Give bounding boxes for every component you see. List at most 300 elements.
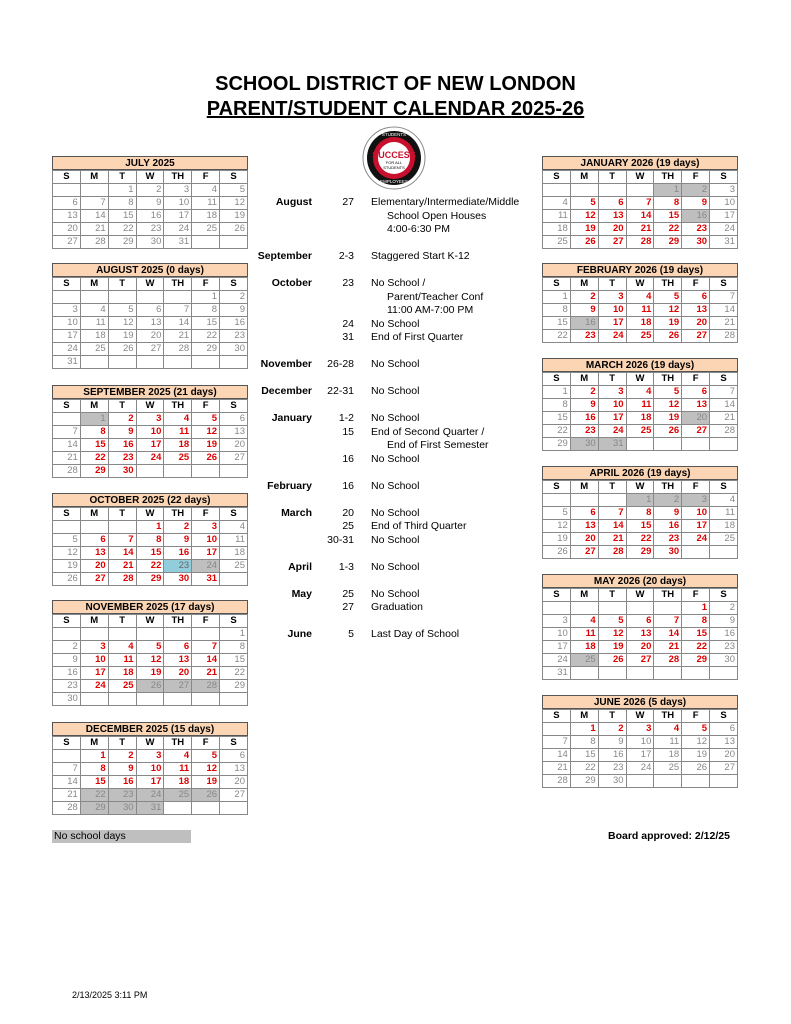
- day-cell: 2: [108, 750, 136, 763]
- weekday-header: W: [136, 171, 164, 184]
- event-date: 27: [342, 196, 354, 208]
- day-cell: [80, 356, 108, 369]
- day-cell: 29: [136, 573, 164, 586]
- day-cell: 11: [626, 399, 654, 412]
- day-cell: 16: [108, 439, 136, 452]
- weekday-header: TH: [654, 710, 682, 723]
- event-row: [250, 439, 540, 452]
- event-date: 16: [342, 453, 354, 465]
- day-cell: 4: [164, 413, 192, 426]
- event-month: November: [260, 358, 312, 370]
- day-cell: 28: [108, 573, 136, 586]
- month-calendar: [52, 600, 248, 706]
- day-cell: 30: [136, 236, 164, 249]
- weekday-header: TH: [164, 737, 192, 750]
- weekday-header: M: [570, 589, 598, 602]
- day-cell: [654, 438, 682, 451]
- event-date: 20: [342, 507, 354, 519]
- day-cell: 23: [220, 330, 248, 343]
- day-cell: 5: [598, 615, 626, 628]
- day-cell: 30: [164, 573, 192, 586]
- day-cell: 17: [598, 412, 626, 425]
- weekday-header: S: [53, 278, 81, 291]
- day-cell: 10: [192, 534, 220, 547]
- day-cell: [570, 494, 598, 507]
- event-row: [250, 520, 540, 533]
- day-cell: 27: [53, 236, 81, 249]
- day-cell: [80, 291, 108, 304]
- day-cell: 14: [53, 776, 81, 789]
- day-cell: 8: [543, 399, 571, 412]
- day-cell: 15: [543, 317, 571, 330]
- month-title: DECEMBER 2025 (15 days): [52, 722, 248, 736]
- day-cell: 30: [570, 438, 598, 451]
- day-cell: 16: [654, 520, 682, 533]
- event-text: No School: [371, 561, 420, 573]
- day-cell: 4: [192, 184, 220, 197]
- day-cell: 30: [220, 343, 248, 356]
- day-cell: 9: [108, 763, 136, 776]
- day-cell: 25: [626, 425, 654, 438]
- month-title: JULY 2025: [52, 156, 248, 170]
- event-row: [250, 331, 540, 344]
- event-text: End of Second Quarter /: [371, 426, 485, 438]
- day-cell: 24: [598, 425, 626, 438]
- day-cell: 23: [108, 452, 136, 465]
- day-cell: 2: [53, 641, 81, 654]
- day-cell: 26: [654, 330, 682, 343]
- event-date: 1-2: [338, 412, 354, 424]
- weekday-header: W: [136, 615, 164, 628]
- day-cell: 20: [626, 641, 654, 654]
- day-cell: [682, 775, 710, 788]
- day-cell: 17: [136, 776, 164, 789]
- event-month: October: [271, 277, 312, 289]
- day-cell: [626, 602, 654, 615]
- day-cell: 28: [53, 465, 81, 478]
- day-cell: 31: [136, 802, 164, 815]
- day-cell: 3: [192, 521, 220, 534]
- legend-no-school: No school days: [52, 830, 191, 843]
- day-cell: 26: [543, 546, 571, 559]
- day-cell: 5: [654, 291, 682, 304]
- day-cell: [570, 602, 598, 615]
- day-cell: [136, 628, 164, 641]
- day-cell: 12: [570, 210, 598, 223]
- day-cell: 1: [80, 413, 108, 426]
- event-row: [250, 628, 540, 641]
- day-cell: 27: [682, 425, 710, 438]
- day-cell: 30: [53, 693, 81, 706]
- day-cell: 6: [80, 534, 108, 547]
- day-cell: 6: [164, 641, 192, 654]
- day-cell: 21: [108, 560, 136, 573]
- day-cell: [654, 775, 682, 788]
- day-cell: 25: [108, 680, 136, 693]
- day-cell: 24: [136, 789, 164, 802]
- weekday-header: S: [710, 373, 738, 386]
- day-cell: 26: [570, 236, 598, 249]
- weekday-header: TH: [164, 171, 192, 184]
- district-logo: [356, 125, 432, 191]
- day-cell: 20: [136, 330, 164, 343]
- page-subtitle: PARENT/STUDENT CALENDAR 2025-26: [206, 98, 585, 120]
- day-cell: 5: [136, 641, 164, 654]
- day-cell: 11: [164, 426, 192, 439]
- day-cell: 7: [80, 197, 108, 210]
- day-cell: 19: [598, 641, 626, 654]
- day-cell: 3: [136, 413, 164, 426]
- day-cell: [543, 602, 571, 615]
- day-cell: 4: [543, 197, 571, 210]
- day-cell: 24: [710, 223, 738, 236]
- weekday-header: F: [192, 278, 220, 291]
- day-cell: 19: [654, 412, 682, 425]
- weekday-header: TH: [654, 481, 682, 494]
- month-title: NOVEMBER 2025 (17 days): [52, 600, 248, 614]
- month-calendar: [542, 156, 738, 249]
- day-cell: 1: [570, 723, 598, 736]
- event-row: [250, 304, 540, 317]
- day-cell: 23: [710, 641, 738, 654]
- day-cell: 11: [220, 534, 248, 547]
- day-cell: 3: [136, 750, 164, 763]
- day-cell: 25: [570, 654, 598, 667]
- month-calendar: [542, 695, 738, 788]
- day-cell: 5: [654, 386, 682, 399]
- weekday-header: TH: [164, 278, 192, 291]
- weekday-header: TH: [654, 589, 682, 602]
- day-cell: 8: [192, 304, 220, 317]
- weekday-header: W: [136, 508, 164, 521]
- weekday-header: M: [80, 171, 108, 184]
- event-row: [250, 318, 540, 331]
- day-cell: 1: [136, 521, 164, 534]
- weekday-header: T: [108, 615, 136, 628]
- day-cell: [543, 184, 571, 197]
- weekday-header: S: [220, 508, 248, 521]
- day-cell: 13: [710, 736, 738, 749]
- weekday-header: S: [710, 278, 738, 291]
- day-cell: 14: [80, 210, 108, 223]
- weekday-header: M: [80, 737, 108, 750]
- day-cell: 25: [164, 789, 192, 802]
- day-cell: 7: [598, 507, 626, 520]
- month-grid: [542, 480, 738, 559]
- weekday-header: F: [192, 508, 220, 521]
- day-cell: 14: [710, 304, 738, 317]
- day-cell: 2: [682, 184, 710, 197]
- event-date: 1-3: [338, 561, 354, 573]
- day-cell: 28: [53, 802, 81, 815]
- day-cell: 16: [682, 210, 710, 223]
- day-cell: 17: [136, 439, 164, 452]
- weekday-header: T: [598, 589, 626, 602]
- day-cell: [164, 465, 192, 478]
- weekday-header: S: [543, 710, 571, 723]
- day-cell: 6: [136, 304, 164, 317]
- weekday-header: T: [108, 737, 136, 750]
- weekday-header: W: [626, 171, 654, 184]
- day-cell: 10: [598, 399, 626, 412]
- day-cell: 15: [192, 317, 220, 330]
- day-cell: 9: [220, 304, 248, 317]
- event-text: No School: [371, 385, 420, 397]
- day-cell: 10: [136, 763, 164, 776]
- event-row: [250, 453, 540, 466]
- day-cell: [710, 546, 738, 559]
- day-cell: 21: [53, 789, 81, 802]
- day-cell: 24: [682, 533, 710, 546]
- day-cell: 6: [220, 413, 248, 426]
- day-cell: [598, 494, 626, 507]
- day-cell: [164, 802, 192, 815]
- day-cell: 26: [598, 654, 626, 667]
- day-cell: 15: [80, 439, 108, 452]
- event-text: End of Third Quarter: [371, 520, 467, 532]
- day-cell: [570, 667, 598, 680]
- day-cell: 12: [598, 628, 626, 641]
- event-date: 5: [348, 628, 354, 640]
- weekday-header: F: [192, 737, 220, 750]
- month-grid: [52, 507, 248, 586]
- day-cell: 17: [164, 210, 192, 223]
- day-cell: 27: [220, 452, 248, 465]
- day-cell: 1: [654, 184, 682, 197]
- day-cell: 28: [192, 680, 220, 693]
- day-cell: 10: [710, 197, 738, 210]
- day-cell: 14: [710, 399, 738, 412]
- event-text: No School: [371, 534, 420, 546]
- day-cell: 11: [543, 210, 571, 223]
- day-cell: 26: [108, 343, 136, 356]
- day-cell: 22: [136, 560, 164, 573]
- day-cell: [108, 628, 136, 641]
- weekday-header: M: [570, 278, 598, 291]
- month-title: FEBRUARY 2026 (19 days): [542, 263, 738, 277]
- weekday-header: TH: [164, 615, 192, 628]
- day-cell: [598, 602, 626, 615]
- month-title: SEPTEMBER 2025 (21 days): [52, 385, 248, 399]
- day-cell: [626, 667, 654, 680]
- event-text: Elementary/Intermediate/Middle: [371, 196, 520, 208]
- day-cell: 3: [598, 291, 626, 304]
- day-cell: 13: [80, 547, 108, 560]
- day-cell: 3: [80, 641, 108, 654]
- day-cell: 26: [53, 573, 81, 586]
- day-cell: 29: [220, 680, 248, 693]
- day-cell: 4: [80, 304, 108, 317]
- day-cell: [598, 184, 626, 197]
- weekday-header: S: [53, 737, 81, 750]
- day-cell: 24: [626, 762, 654, 775]
- weekday-header: S: [543, 589, 571, 602]
- day-cell: 3: [598, 386, 626, 399]
- day-cell: [80, 628, 108, 641]
- month-calendar: [52, 493, 248, 586]
- day-cell: 12: [654, 399, 682, 412]
- weekday-header: T: [108, 508, 136, 521]
- day-cell: 19: [192, 776, 220, 789]
- day-cell: 27: [598, 236, 626, 249]
- month-title: MARCH 2026 (19 days): [542, 358, 738, 372]
- event-text: No School: [371, 412, 420, 424]
- day-cell: 14: [543, 749, 571, 762]
- weekday-header: W: [626, 710, 654, 723]
- day-cell: 4: [626, 291, 654, 304]
- event-row: [250, 196, 540, 209]
- day-cell: 13: [53, 210, 81, 223]
- day-cell: 19: [220, 210, 248, 223]
- day-cell: 21: [164, 330, 192, 343]
- day-cell: 11: [710, 507, 738, 520]
- day-cell: 22: [80, 452, 108, 465]
- day-cell: 19: [192, 439, 220, 452]
- event-text: Graduation: [371, 601, 423, 613]
- day-cell: 17: [598, 317, 626, 330]
- day-cell: 13: [164, 654, 192, 667]
- day-cell: 1: [220, 628, 248, 641]
- weekday-header: S: [543, 278, 571, 291]
- day-cell: [108, 693, 136, 706]
- day-cell: 2: [136, 184, 164, 197]
- month-title: MAY 2026 (20 days): [542, 574, 738, 588]
- day-cell: 19: [654, 317, 682, 330]
- weekday-header: S: [710, 710, 738, 723]
- event-row: [250, 426, 540, 439]
- event-month: May: [291, 588, 312, 600]
- day-cell: 23: [136, 223, 164, 236]
- weekday-header: T: [108, 278, 136, 291]
- day-cell: 2: [598, 723, 626, 736]
- logo-sub2-text: STUDENTS: [383, 165, 405, 170]
- day-cell: [682, 667, 710, 680]
- day-cell: 24: [543, 654, 571, 667]
- day-cell: 24: [53, 343, 81, 356]
- day-cell: [80, 693, 108, 706]
- day-cell: 5: [53, 534, 81, 547]
- day-cell: 2: [570, 386, 598, 399]
- day-cell: 5: [192, 413, 220, 426]
- day-cell: 10: [80, 654, 108, 667]
- day-cell: 29: [570, 775, 598, 788]
- day-cell: 14: [53, 439, 81, 452]
- day-cell: 6: [682, 386, 710, 399]
- weekday-header: S: [220, 171, 248, 184]
- day-cell: 11: [192, 197, 220, 210]
- weekday-header: W: [136, 278, 164, 291]
- day-cell: 1: [543, 386, 571, 399]
- day-cell: 28: [543, 775, 571, 788]
- event-row: [250, 601, 540, 614]
- day-cell: 7: [710, 291, 738, 304]
- day-cell: 16: [570, 412, 598, 425]
- weekday-header: S: [710, 481, 738, 494]
- weekday-header: TH: [164, 508, 192, 521]
- weekday-header: M: [570, 710, 598, 723]
- weekday-header: T: [108, 400, 136, 413]
- month-calendar: [52, 156, 248, 249]
- month-title: JANUARY 2026 (19 days): [542, 156, 738, 170]
- day-cell: 25: [80, 343, 108, 356]
- day-cell: 10: [53, 317, 81, 330]
- day-cell: 19: [53, 560, 81, 573]
- event-month: June: [287, 628, 312, 640]
- day-cell: [220, 356, 248, 369]
- day-cell: 22: [654, 223, 682, 236]
- day-cell: 8: [220, 641, 248, 654]
- day-cell: 15: [626, 520, 654, 533]
- day-cell: 10: [136, 426, 164, 439]
- day-cell: 13: [626, 628, 654, 641]
- day-cell: 6: [682, 291, 710, 304]
- day-cell: 20: [682, 317, 710, 330]
- day-cell: 7: [164, 304, 192, 317]
- day-cell: 25: [192, 223, 220, 236]
- day-cell: 6: [710, 723, 738, 736]
- day-cell: 10: [626, 736, 654, 749]
- event-text: 4:00-6:30 PM: [387, 223, 451, 235]
- day-cell: 26: [654, 425, 682, 438]
- day-cell: 18: [164, 776, 192, 789]
- event-month: March: [281, 507, 312, 519]
- weekday-header: F: [192, 400, 220, 413]
- day-cell: 9: [108, 426, 136, 439]
- day-cell: 6: [53, 197, 81, 210]
- day-cell: 25: [220, 560, 248, 573]
- day-cell: 9: [710, 615, 738, 628]
- day-cell: 31: [192, 573, 220, 586]
- day-cell: 13: [598, 210, 626, 223]
- day-cell: 5: [192, 750, 220, 763]
- day-cell: [192, 628, 220, 641]
- day-cell: 15: [220, 654, 248, 667]
- day-cell: 8: [136, 534, 164, 547]
- day-cell: 16: [164, 547, 192, 560]
- day-cell: 7: [654, 615, 682, 628]
- weekday-header: W: [136, 737, 164, 750]
- day-cell: 16: [108, 776, 136, 789]
- day-cell: 18: [108, 667, 136, 680]
- weekday-header: T: [108, 171, 136, 184]
- day-cell: 25: [626, 330, 654, 343]
- day-cell: 21: [543, 762, 571, 775]
- month-grid: [542, 277, 738, 343]
- day-cell: 8: [543, 304, 571, 317]
- event-row: [250, 588, 540, 601]
- day-cell: 8: [682, 615, 710, 628]
- day-cell: 7: [108, 534, 136, 547]
- day-cell: 11: [80, 317, 108, 330]
- weekday-header: TH: [164, 400, 192, 413]
- event-date: 25: [342, 520, 354, 532]
- day-cell: 21: [710, 412, 738, 425]
- day-cell: [164, 291, 192, 304]
- day-cell: 4: [108, 641, 136, 654]
- day-cell: 26: [220, 223, 248, 236]
- day-cell: [192, 693, 220, 706]
- day-cell: 20: [80, 560, 108, 573]
- day-cell: 21: [598, 533, 626, 546]
- day-cell: 2: [164, 521, 192, 534]
- day-cell: 27: [136, 343, 164, 356]
- day-cell: 17: [80, 667, 108, 680]
- weekday-header: S: [543, 373, 571, 386]
- day-cell: [710, 667, 738, 680]
- day-cell: 31: [543, 667, 571, 680]
- day-cell: 6: [598, 197, 626, 210]
- month-grid: [542, 372, 738, 451]
